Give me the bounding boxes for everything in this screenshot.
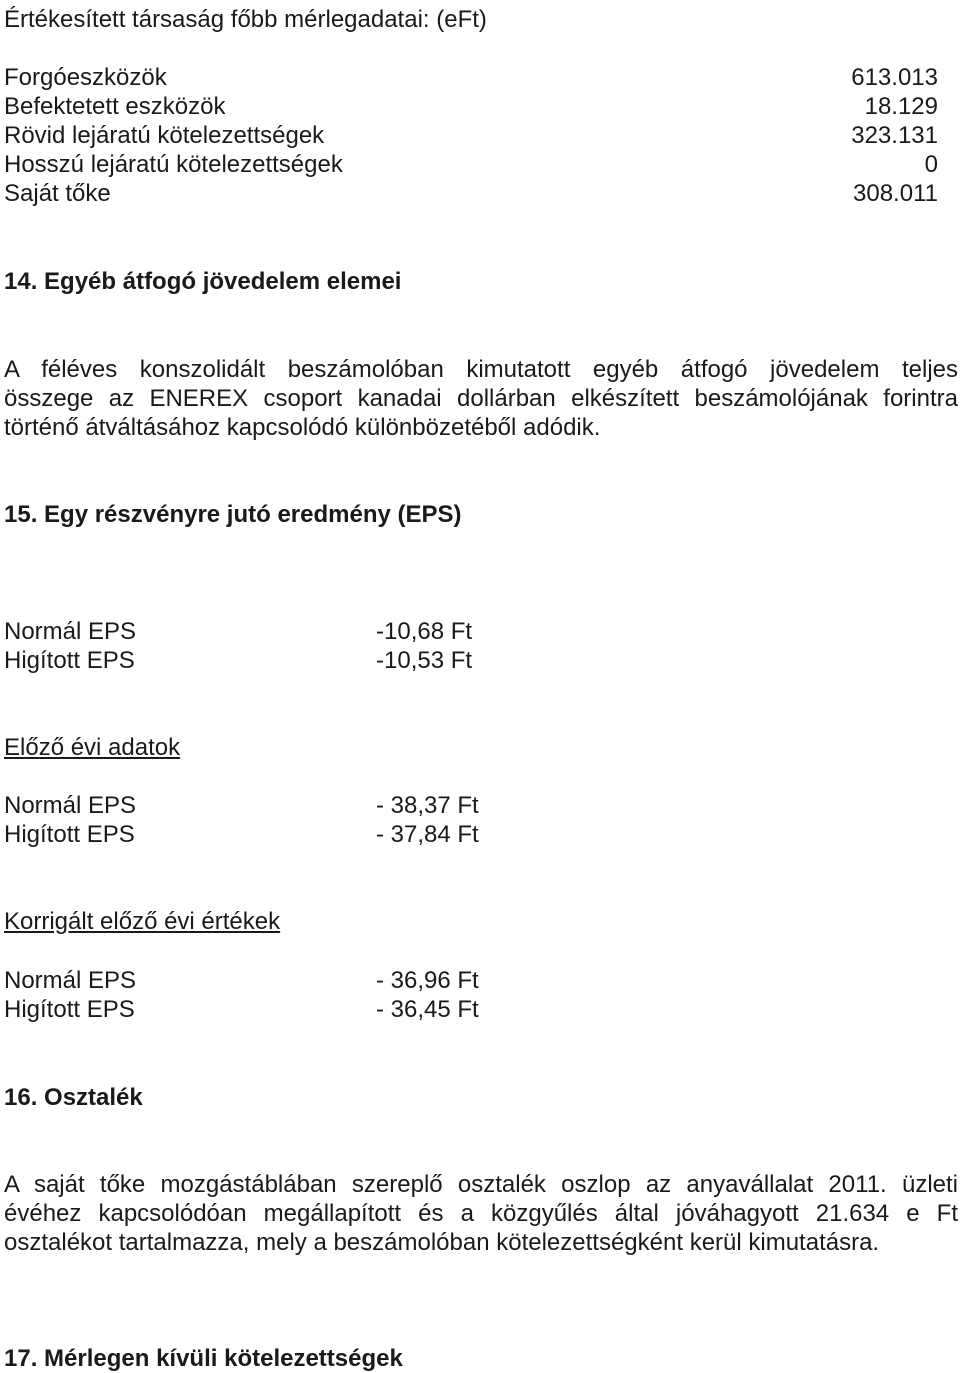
section-14-paragraph bbox=[4, 355, 958, 442]
eps-value: - 36,45 Ft bbox=[376, 996, 479, 1023]
eps-row bbox=[4, 820, 604, 849]
paragraph-line: évéhez kapcsolódóan megállapított és a közgyűlés által jóváhagyott 21.634 e Ft bbox=[4, 1200, 958, 1227]
balance-row-value: 613.013 bbox=[851, 64, 938, 91]
eps-row bbox=[4, 791, 604, 820]
eps-row bbox=[4, 646, 604, 675]
section-16-paragraph bbox=[4, 1170, 958, 1257]
eps-value: - 37,84 Ft bbox=[376, 821, 479, 848]
balance-row-value: 323.131 bbox=[851, 122, 938, 149]
eps-value: - 36,96 Ft bbox=[376, 967, 479, 994]
balance-row-label: Saját tőke bbox=[4, 180, 111, 207]
balance-row bbox=[4, 179, 938, 208]
section-16-heading: 16. Osztalék bbox=[4, 1084, 143, 1111]
balance-row-value: 0 bbox=[924, 151, 938, 178]
paragraph-line: történő átváltásához kapcsolódó különbözetéből adódik. bbox=[4, 414, 601, 441]
balance-row bbox=[4, 150, 938, 179]
paragraph-line: A féléves konszolidált beszámolóban kimutatott egyéb átfogó jövedelem teljes bbox=[4, 356, 958, 383]
eps-label: Normál EPS bbox=[4, 618, 137, 645]
eps-row bbox=[4, 617, 604, 646]
eps-label: Normál EPS bbox=[4, 967, 137, 994]
prior-year-title: Előző évi adatok bbox=[4, 734, 181, 761]
paragraph-line: osztalékot tartalmazza, mely a beszámolóban kötelezettségként kerül kimutatásra. bbox=[4, 1229, 880, 1256]
balance-row-label: Hosszú lejáratú kötelezettségek bbox=[4, 151, 343, 178]
balance-row bbox=[4, 121, 938, 150]
eps-value: -10,68 Ft bbox=[376, 618, 473, 645]
eps-value: - 38,37 Ft bbox=[376, 792, 479, 819]
balance-title: Értékesített társaság főbb mérlegadatai: (eFt) bbox=[4, 6, 487, 33]
section-15-heading: 15. Egy részvényre jutó eredmény (EPS) bbox=[4, 501, 462, 528]
section-14-heading: 14. Egyéb átfogó jövedelem elemei bbox=[4, 268, 402, 295]
eps-label: Higított EPS bbox=[4, 647, 135, 674]
eps-row bbox=[4, 995, 604, 1024]
balance-row-label: Forgóeszközök bbox=[4, 64, 167, 91]
balance-row-label: Befektetett eszközök bbox=[4, 93, 226, 120]
balance-row-value: 18.129 bbox=[864, 93, 938, 120]
corrected-prior-title: Korrigált előző évi értékek bbox=[4, 908, 281, 935]
eps-label: Normál EPS bbox=[4, 792, 137, 819]
balance-row bbox=[4, 92, 938, 121]
eps-label: Higított EPS bbox=[4, 996, 135, 1023]
paragraph-line: A saját tőke mozgástáblában szereplő osztalék oszlop az anyavállalat 2011. üzleti bbox=[4, 1171, 958, 1198]
eps-value: -10,53 Ft bbox=[376, 647, 473, 674]
eps-label: Higított EPS bbox=[4, 821, 135, 848]
balance-row bbox=[4, 63, 938, 92]
balance-row-label: Rövid lejáratú kötelezettségek bbox=[4, 122, 325, 149]
eps-row bbox=[4, 966, 604, 995]
paragraph-line: összege az ENEREX csoport kanadai dollárban elkészített beszámolójának forintra bbox=[4, 385, 958, 412]
section-17-heading: 17. Mérlegen kívüli kötelezettségek bbox=[4, 1345, 403, 1372]
balance-row-value: 308.011 bbox=[853, 180, 938, 207]
